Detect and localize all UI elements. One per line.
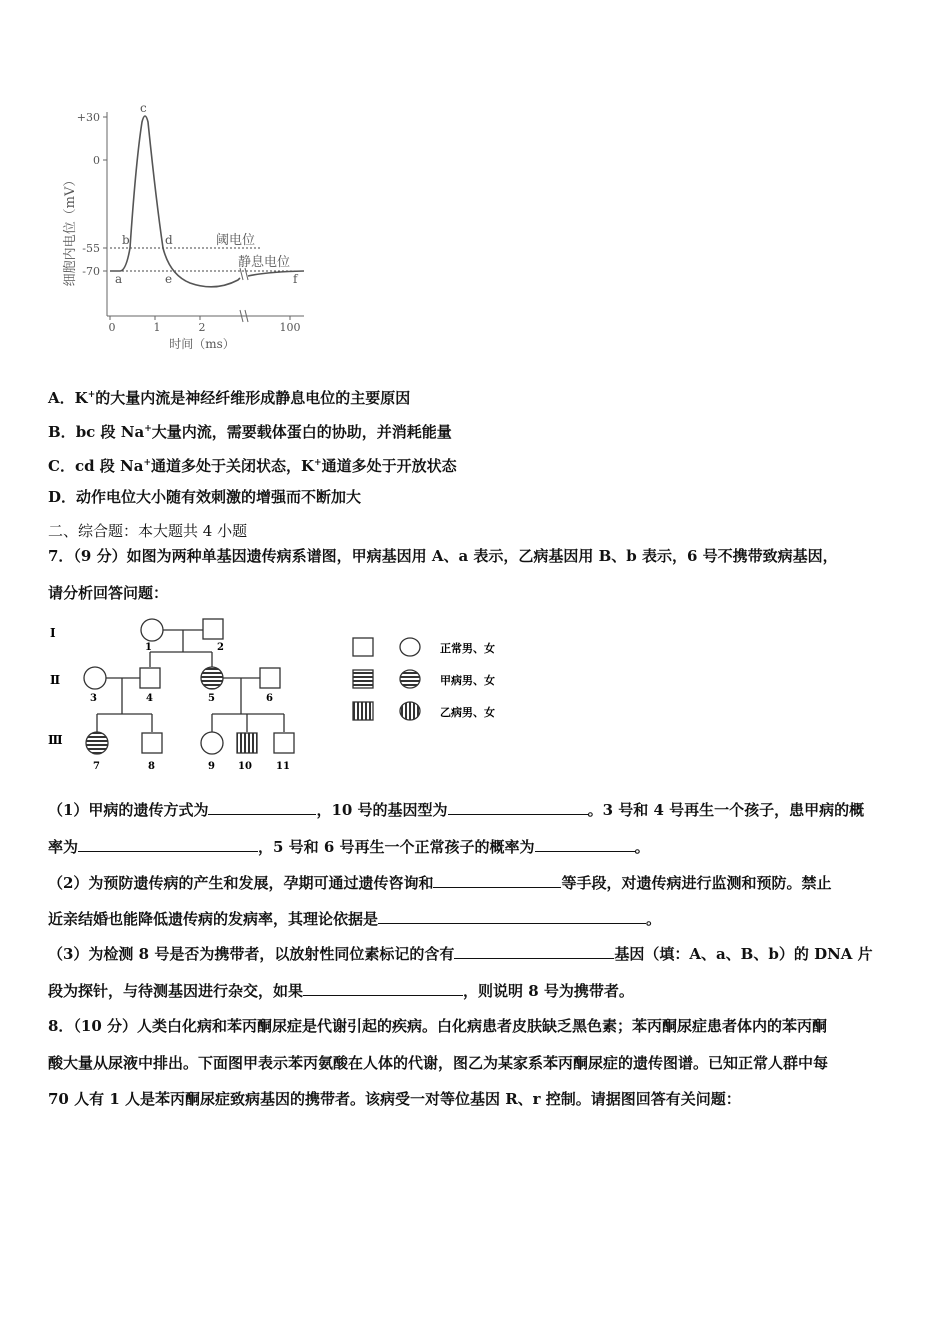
legend-disease-a-male <box>353 670 373 688</box>
q7-part2-line2: 近亲结婚也能降低遗传病的发病率，其理论依据是 。 <box>48 910 662 928</box>
answer-blank[interactable] <box>208 800 316 815</box>
q7-part1-line1: （1）甲病的遗传方式为 ，10 号的基因型为 。3 号和 4 号再生一个孩子，患甲病的概 <box>48 801 865 819</box>
person-1 <box>141 619 163 641</box>
q7-part2-line1: （2）为预防遗传病的产生和发展，孕期可通过遗传咨询和 等手段，对遗传病进行监测和预防。禁止 <box>48 874 832 892</box>
person-7 <box>86 732 108 754</box>
person-5 <box>201 667 223 689</box>
answer-blank[interactable] <box>78 837 258 852</box>
q7-intro-1: 7．（9 分）如图为两种单基因遗传病系谱图，甲病基因用 A、a 表示，乙病基因用 B、b 表示，6 号不携带致病基因， <box>48 547 838 565</box>
person-number: 7 <box>93 761 100 772</box>
point-label: a <box>115 272 123 286</box>
q8-line1: 8．（10 分）人类白化病和苯丙酮尿症是代谢引起的疾病。白化病患者皮肤缺乏黑色素；苯丙酮尿症患者体内的苯丙酮 <box>48 1017 828 1035</box>
person-number: 8 <box>148 761 155 772</box>
legend-normal-female <box>400 638 420 656</box>
person-8 <box>142 733 162 753</box>
option-a: A．K+的大量内流是神经纤维形成静息电位的主要原因 <box>48 389 411 407</box>
legend-normal-male <box>353 638 373 656</box>
answer-blank[interactable] <box>535 837 635 852</box>
person-number: 1 <box>145 642 152 653</box>
legend-label: 正常男、女 <box>440 642 495 655</box>
legend-label: 甲病男、女 <box>440 674 495 687</box>
resting-label: 静息电位 <box>238 255 291 270</box>
option-c: C．cd 段 Na+通道多处于关闭状态，K+通道多处于开放状态 <box>48 457 457 475</box>
gen-label-3: Ⅲ <box>48 733 63 747</box>
chart-ylabel: 细胞内电位（mV） <box>63 173 78 287</box>
threshold-label: 阈电位 <box>216 233 256 248</box>
person-10 <box>237 733 257 753</box>
q8-line3: 70 人有 1 人是苯丙酮尿症致病基因的携带者。该病受一对等位基因 R、r 控制。请据图回答有关问题： <box>48 1090 741 1108</box>
pedigree-legend <box>345 632 545 727</box>
person-number: 9 <box>208 761 215 772</box>
ytick-label: 0 <box>93 154 100 167</box>
q7-intro-2: 请分析回答问题： <box>48 584 169 602</box>
legend-disease-b-female <box>400 702 420 720</box>
person-number: 4 <box>146 693 153 704</box>
person-number: 5 <box>208 693 215 704</box>
person-number: 2 <box>217 642 224 653</box>
person-number: 6 <box>266 693 273 704</box>
answer-blank[interactable] <box>378 909 646 924</box>
point-label: e <box>165 272 173 286</box>
ytick-label: +30 <box>76 111 100 124</box>
q7-part3-line1: （3）为检测 8 号是否为携带者，以放射性同位素标记的含有 基因（填：A、a、B、b）的 DNA 片 <box>48 945 873 963</box>
point-label: d <box>165 233 173 247</box>
pedigree-chart <box>40 612 330 772</box>
person-number: 11 <box>276 761 290 772</box>
person-number: 10 <box>238 761 252 772</box>
answer-blank[interactable] <box>448 800 588 815</box>
q8-line2: 酸大量从尿液中排出。下面图甲表示苯丙氨酸在人体的代谢，图乙为某家系苯丙酮尿症的遗传图谱。已知正常人群中每 <box>48 1054 829 1072</box>
answer-blank[interactable] <box>303 981 463 996</box>
person-number: 3 <box>90 693 97 704</box>
person-3 <box>84 667 106 689</box>
option-d: D．动作电位大小随有效刺激的增强而不断加大 <box>48 488 362 506</box>
ytick-label: -70 <box>82 265 100 278</box>
person-6 <box>260 668 280 688</box>
gen-label-1: Ⅰ <box>50 626 56 640</box>
answer-blank[interactable] <box>454 944 614 959</box>
answer-blank[interactable] <box>433 873 561 888</box>
person-11 <box>274 733 294 753</box>
gen-label-2: Ⅱ <box>50 673 61 687</box>
ytick-label: -55 <box>82 242 100 255</box>
person-4 <box>140 668 160 688</box>
q7-part1-line2: 率为 ，5 号和 6 号再生一个正常孩子的概率为 。 <box>48 838 650 856</box>
legend-disease-a-female <box>400 670 420 688</box>
xtick-label: 2 <box>198 321 206 334</box>
person-2 <box>203 619 223 639</box>
section-title: 二、综合题：本大题共 4 小题 <box>48 522 248 540</box>
xtick-label: 1 <box>153 321 161 334</box>
q7-part3-line2: 段为探针，与待测基因进行杂交，如果 ，则说明 8 号为携带者。 <box>48 982 634 1000</box>
xtick-label: 100 <box>279 321 301 334</box>
legend-disease-b-male <box>353 702 373 720</box>
legend-label: 乙病男、女 <box>440 706 495 719</box>
option-b: B．bc 段 Na+大量内流，需要载体蛋白的协助，并消耗能量 <box>48 423 452 441</box>
action-potential-chart <box>60 100 320 360</box>
point-label: f <box>293 272 298 286</box>
chart-xlabel: 时间（ms） <box>169 337 235 351</box>
point-label: b <box>122 233 130 247</box>
point-label: c <box>140 101 147 115</box>
person-9 <box>201 732 223 754</box>
xtick-label: 0 <box>108 321 116 334</box>
